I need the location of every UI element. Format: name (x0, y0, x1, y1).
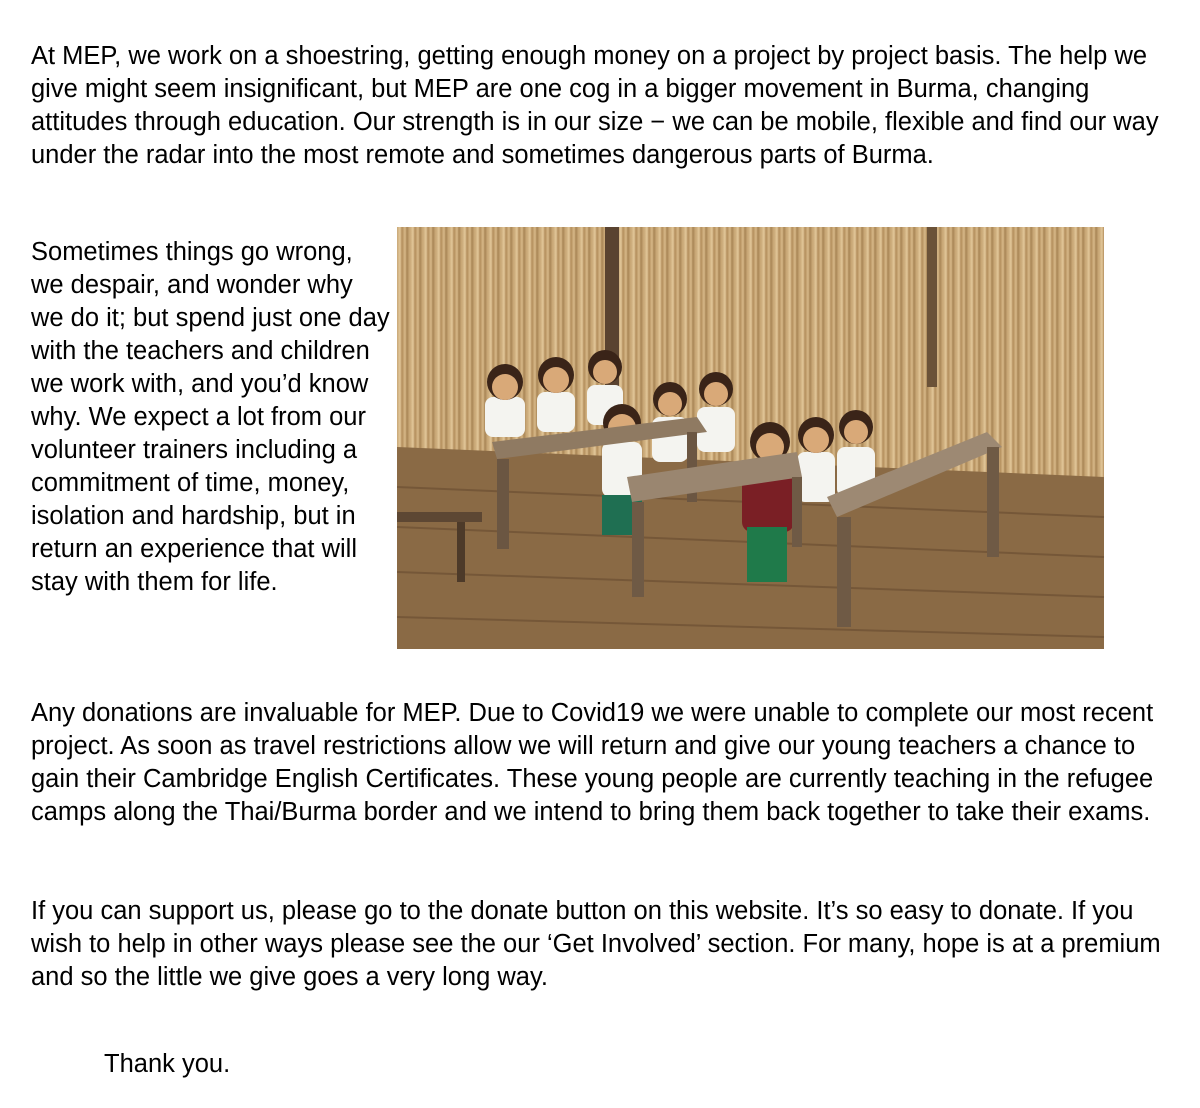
wooden-post (927, 227, 937, 387)
classroom-photo-illustration (397, 227, 1104, 649)
closing-thank-you: Thank you. (104, 1050, 231, 1078)
intro-paragraph: At MEP, we work on a shoestring, getting enough money on a project by project basis. The help we give might seem insignificant, but MEP are one cog in a bigger movement in Burma, changing attitudes through education. Our strength is in our size − we can be mobile, flexible and find our way under the radar into the most remote and sometimes dangerous parts of Burma. (31, 42, 1159, 169)
support-paragraph: If you can support us, please go to the donate button on this website. It’s so easy to donate. If you wish to help in other ways please see the our ‘Get Involved’ section. For many, hope is at a premium and so the little we give goes a very long way. (31, 897, 1161, 991)
classroom-photo (397, 227, 1104, 649)
volunteer-paragraph: Sometimes things go wrong, we despair, and wonder why we do it; but spend just one day with the teachers and children we work with, and you’d know why. We expect a lot from our volunteer trainers including a commitment of time, money, isolation and hardship, but in return an experience that will stay with them for life. (31, 238, 390, 596)
donations-paragraph: Any donations are invaluable for MEP. Due to Covid19 we were unable to complete our most recent project. As soon as travel restrictions allow we will return and give our young teachers a chance to gain their Cambridge English Certificates. These young people are currently teaching in the refugee camps along the Thai/Burma border and we intend to bring them back together to take their exams. (31, 699, 1154, 826)
